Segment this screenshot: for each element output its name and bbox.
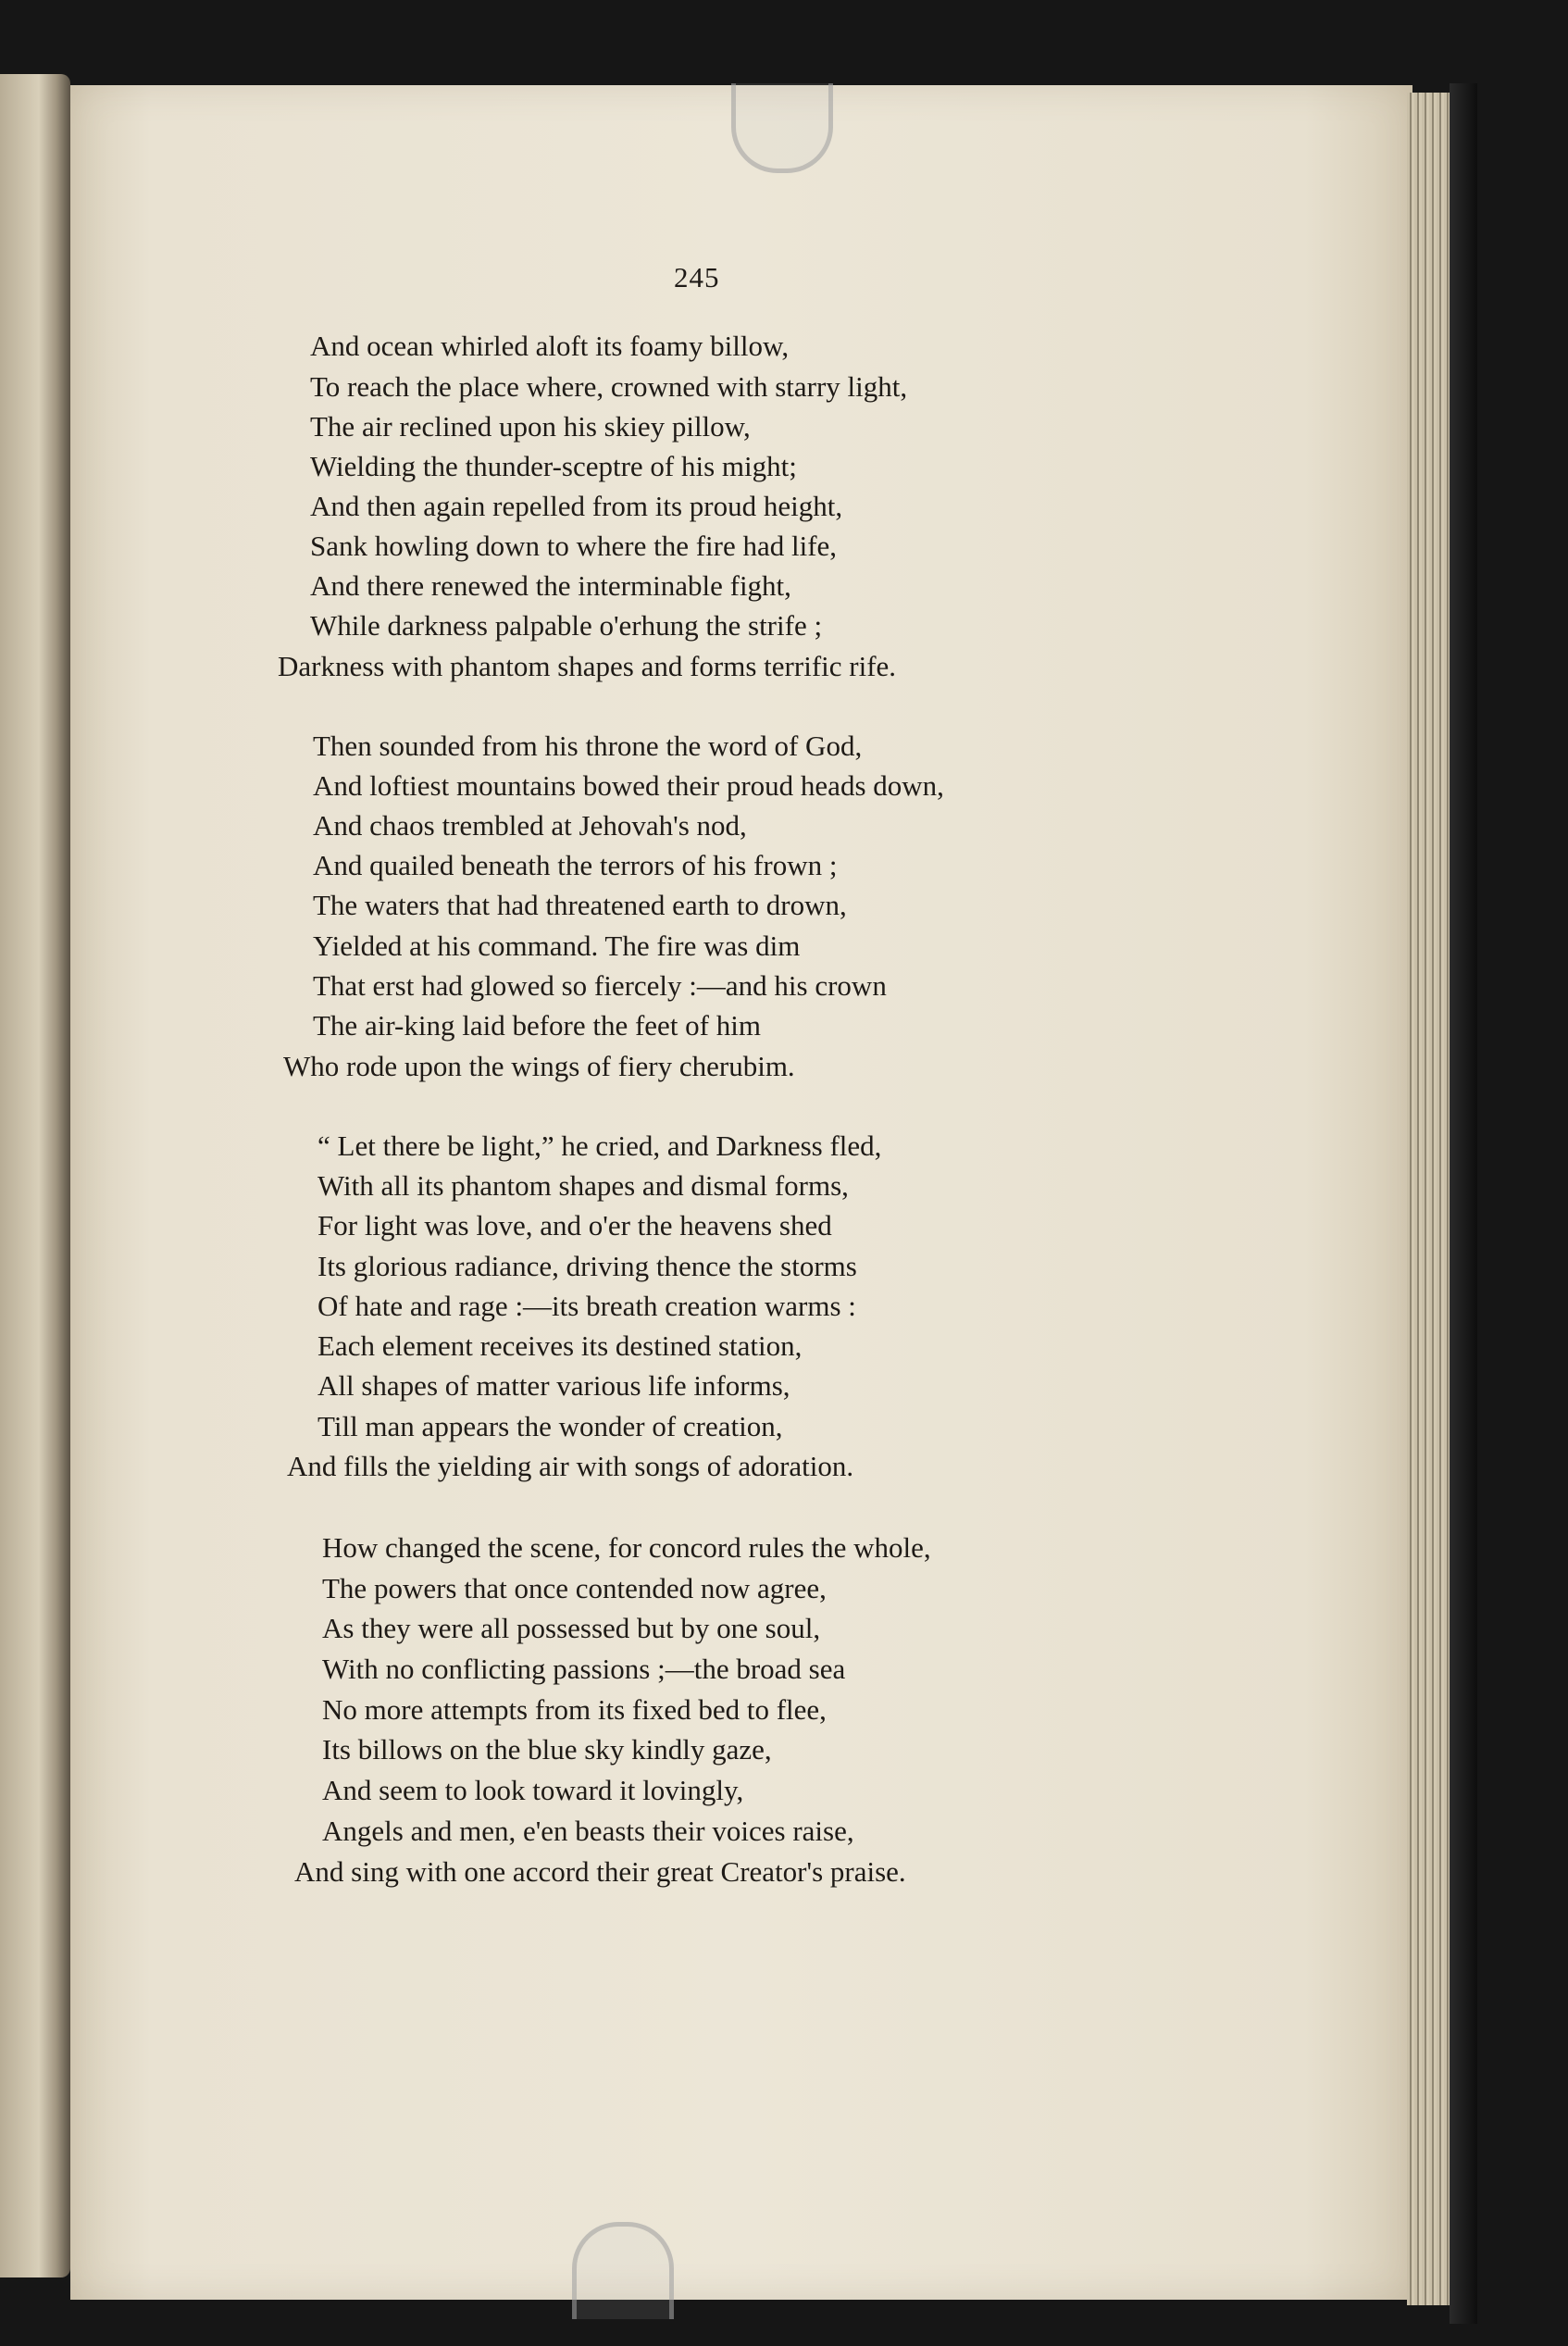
page-stack-edge [1407,93,1450,2305]
poem-line: And quailed beneath the terrors of his frown ; [313,849,838,881]
poem-line: And there renewed the interminable fight, [310,569,791,602]
page-number: 245 [674,261,720,293]
poem-line: How changed the scene, for concord rules the whole, [322,1531,931,1564]
poem-line: And chaos trembled at Jehovah's nod, [313,809,747,842]
poem-line: Then sounded from his throne the word of God, [313,730,863,762]
poem-line: Yielded at his command. The fire was dim [313,930,801,962]
book-cover-edge [1450,83,1477,2324]
poem-line: And seem to look toward it lovingly, [322,1774,744,1806]
poem-line: With all its phantom shapes and dismal forms, [317,1169,849,1202]
poem-line: And sing with one accord their great Creator's praise. [294,1855,906,1888]
poem-line: With no conflicting passions ;—the broad sea [322,1653,846,1685]
poem-line: Wielding the thunder-sceptre of his might; [310,450,797,482]
poem-line: And ocean whirled aloft its foamy billow, [310,330,790,362]
poem-line: For light was love, and o'er the heavens shed [317,1209,832,1242]
poem-line: Sank howling down to where the fire had life, [310,530,838,562]
page-clip-top [731,83,833,173]
poem-line: Darkness with phantom shapes and forms terrific rife. [278,650,897,682]
poem-line: Of hate and rage :—its breath creation warms : [317,1290,856,1322]
poem-line: No more attempts from its fixed bed to flee, [322,1693,827,1726]
poem-line: The waters that had threatened earth to drown, [313,889,847,921]
poem-line: The air-king laid before the feet of him [313,1009,761,1042]
poem-line: That erst had glowed so fiercely :—and his crown [313,969,887,1002]
poem-line: And fills the yielding air with songs of adoration. [287,1450,854,1482]
poem-line: And loftiest mountains bowed their proud heads down, [313,769,944,802]
poem-line: While darkness palpable o'erhung the strife ; [310,609,823,642]
poem-line: “ Let there be light,” he cried, and Darkness fled, [317,1129,882,1162]
poem-line: All shapes of matter various life informs, [317,1369,790,1402]
poem-line: The air reclined upon his skiey pillow, [310,410,751,443]
poem-line: And then again repelled from its proud height, [310,490,843,522]
poem-line: Till man appears the wonder of creation, [317,1410,783,1442]
poem-line: To reach the place where, crowned with starry light, [310,370,908,403]
poem-line: Its billows on the blue sky kindly gaze, [322,1733,772,1766]
poem-line: Each element receives its destined station, [317,1329,803,1362]
poem-line: Angels and men, e'en beasts their voices raise, [322,1815,854,1847]
poem-line: The powers that once contended now agree, [322,1572,827,1604]
poem-line: As they were all possessed but by one soul, [322,1612,821,1644]
facing-page-edge [0,74,70,2277]
poem-line: Who rode upon the wings of fiery cherubim. [283,1050,795,1082]
poem-line: Its glorious radiance, driving thence the storms [317,1250,857,1282]
page-clip-bottom [572,2222,674,2319]
